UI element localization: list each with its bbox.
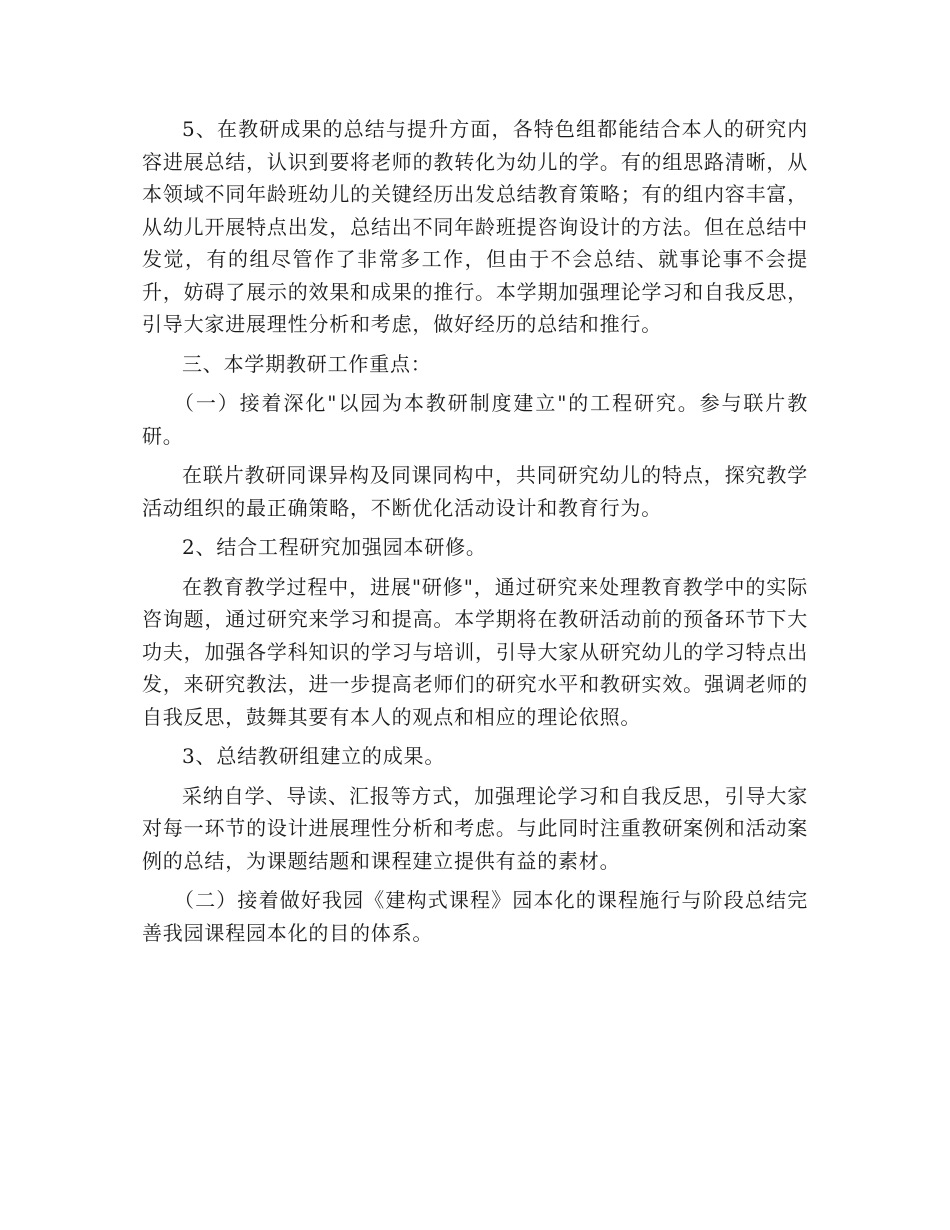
item-heading-2: 2、结合工程研究加强园本研修。	[182, 535, 487, 559]
subsection-heading-one: （一）接着深化"以园为本教研制度建立"的工程研究。参与联片教研。	[142, 391, 808, 448]
paragraph-achievement-summary: 5、在教研成果的总结与提升方面，各特色组都能结合本人的研究内容进展总结，认识到要将老师的教转化为幼儿的学。有的组思路清晰，从本领域不同年龄班幼儿的关键经历出发总结教育策略；有的组内容丰富，从幼儿开展特点出发，总结出不同年龄班提咨询设计的方法。但在总结中发觉，有的组尽管作了非常多工作，但由于不会总结、就事论事不会提升，妨碍了展示的效果和成果的推行。本学期加强理论学习和自我反思，引导大家进展理性分析和考虑，做好经历的总结和推行。	[142, 117, 808, 336]
section-heading-key-work: 三、本学期教研工作重点：	[182, 351, 432, 376]
item-heading-3: 3、总结教研组建立的成果。	[182, 744, 446, 768]
paragraph-joint-research: 在联片教研同课异构及同课同构中，共同研究幼儿的特点，探究教学活动组织的最正确策略，不断优化活动设计和教育行为。	[142, 463, 808, 520]
paragraph-school-based-study: 在教育教学过程中，进展"研修"，通过研究来处理教育教学中的实际咨询题，通过研究来学习和提高。本学期将在教研活动前的预备环节下大功夫，加强各学科知识的学习与培训，引导大家从研究幼儿的学习特点出发，来研究教法，进一步提高老师们的研究水平和教研实效。强调老师的自我反思，鼓舞其要有本人的观点和相应的理论依照。	[142, 574, 808, 729]
subsection-heading-two: （二）接着做好我园《建构式课程》园本化的课程施行与阶段总结完善我园课程园本化的目的体系。	[142, 888, 808, 945]
paragraph-methods: 采纳自学、导读、汇报等方式，加强理论学习和自我反思，引导大家对每一环节的设计进展理性分析和考虑。与此同时注重教研案例和活动案例的总结，为课题结题和课程建立提供有益的素材。	[142, 783, 808, 873]
document-body	[142, 113, 808, 956]
